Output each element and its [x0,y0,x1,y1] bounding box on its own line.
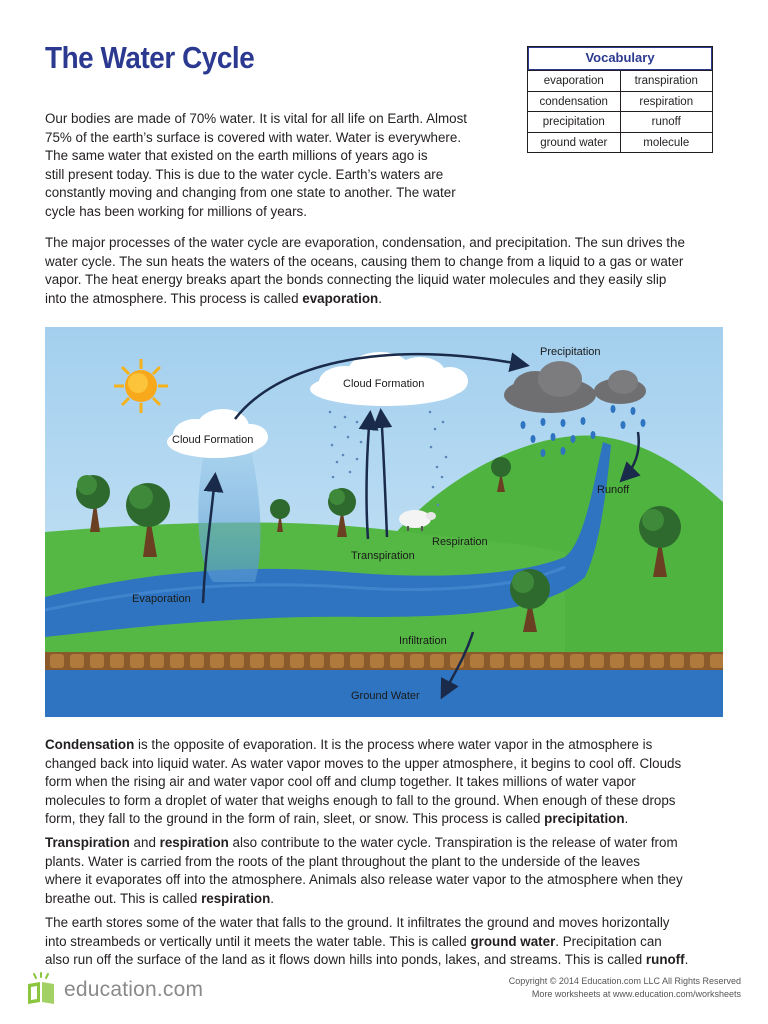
condensation-paragraph [45,736,681,829]
water-cycle-diagram [45,327,723,717]
text-line: The major processes of the water cycle are evaporation, condensation, and precipitation. The sun drives the [45,235,685,250]
copyright-notice [509,975,741,1001]
text-line [45,890,683,909]
vocabulary-box [527,46,713,153]
text-span: . [378,290,382,306]
text-span: is the opposite of evaporation. It is the process where water vapor in the atmosphere is [134,737,653,752]
logo-book-icon [24,972,60,1006]
text-line: where it evaporates off into the atmosphere. Animals also release water vapor to the atmosphere when they [45,872,683,887]
text-span: . Precipitation can [555,933,662,949]
text-line [45,951,688,970]
vocabulary-term: respiration [620,92,713,112]
text-line: form when the rising air and water vapor cool off and clump together. It takes millions of water vapor [45,774,636,789]
label-runoff: Runoff [597,484,630,496]
vocabulary-term: evaporation [543,75,604,87]
vocabulary-term: condensation [539,95,608,108]
text-line: changed back into liquid water. As water vapor moves to the upper atmosphere, it begins to cool off. Clouds [45,755,682,771]
text-line: vapor. The heat energy breaks apart the bonds connecting the liquid water molecules and they easily slip [45,272,667,287]
text-span: form, they fall to the ground in the form of rain, sleet, or snow. This process is called [45,811,545,826]
page-title: The Water Cycle [45,40,255,75]
text-line: plants. Water is carried from the roots of the plant throughout the plant to the underside of the leaves [45,853,640,869]
bold-term: respiration [159,835,229,850]
label-respiration: Respiration [432,536,488,548]
label-precipitation: Precipitation [540,346,601,358]
vocabulary-row [528,132,712,153]
bold-term: ground water [470,933,556,949]
intro-paragraph [45,110,467,221]
text-line [45,810,681,829]
logo-text: education.com [64,978,204,1001]
copyright-line: Copyright © 2014 Education.com LLC All Rights Reserved [508,976,741,986]
bold-term: respiration [201,890,271,906]
text-line: Our bodies are made of 70% water. It is vital for all life on Earth. Almost [45,111,468,126]
text-span: . [270,890,275,906]
groundwater-paragraph [45,914,688,970]
vocabulary-row [528,70,712,91]
text-span: also run off the surface of the land as it flows down hills into ponds, lakes, and streams. This is called [45,952,646,967]
label-transpiration: Transpiration [351,550,415,562]
text-line [45,834,683,853]
text-span: also contribute to the water cycle. Transpiration is the release of water from [228,835,678,850]
text-line: water cycle. The sun heats the waters of the oceans, causing them to change from a liquid to a gas or water [45,253,684,269]
worksheets-link[interactable]: More worksheets at www.education.com/worksheets [531,989,741,999]
text-span: into the atmosphere. This process is called [45,290,303,306]
bold-term: runoff [645,952,685,967]
vocabulary-heading: Vocabulary [528,47,712,70]
transpiration-paragraph [45,834,683,908]
label-evaporation: Evaporation [132,593,191,605]
text-line: The same water that existed on the earth millions of years ago is [45,148,428,163]
bold-term: Condensation [45,737,135,752]
bold-term: Transpiration [45,835,130,850]
education-logo[interactable] [24,972,214,1008]
vocabulary-term: transpiration [620,71,713,91]
text-span: . [624,811,629,826]
text-line: constantly moving and changing from one state to another. The water [45,185,456,200]
bold-term: precipitation [544,811,625,826]
bold-term: evaporation [302,290,379,306]
vocabulary-row [528,91,712,112]
vocabulary-term: ground water [540,136,608,149]
label-cloud-formation-right: Cloud Formation [343,378,425,390]
evaporation-mist [198,447,260,582]
vocabulary-term: molecule [620,133,713,153]
text-line: still present today. This is due to the water cycle. Earth’s waters are [45,166,444,182]
text-line [45,933,688,952]
vocabulary-row [528,111,712,132]
text-line: molecules to form a droplet of water that weighs enough to fall to the ground. When enough of these drops [45,792,676,808]
diagram-canvas [45,327,723,717]
vocabulary-term: precipitation [542,116,605,128]
text-span: . [684,952,689,967]
label-cloud-formation-left: Cloud Formation [172,434,254,446]
text-span: and [129,835,160,850]
text-line [45,290,685,309]
evaporation-paragraph [45,234,685,308]
vocabulary-term: runoff [620,112,713,132]
label-infiltration: Infiltration [399,635,447,647]
text-line [45,736,681,755]
text-line: The earth stores some of the water that falls to the ground. It infiltrates the ground and moves horizontally [45,915,670,930]
text-line: 75% of the earth’s surface is covered with water. Water is everywhere. [45,129,462,145]
text-span: into streambeds or vertically until it meets the water table. This is called [45,933,471,949]
sun-icon [114,359,168,413]
text-span: breathe out. This is called [45,890,202,906]
label-ground-water: Ground Water [351,690,420,702]
text-line: cycle has been working for millions of years. [45,203,307,219]
